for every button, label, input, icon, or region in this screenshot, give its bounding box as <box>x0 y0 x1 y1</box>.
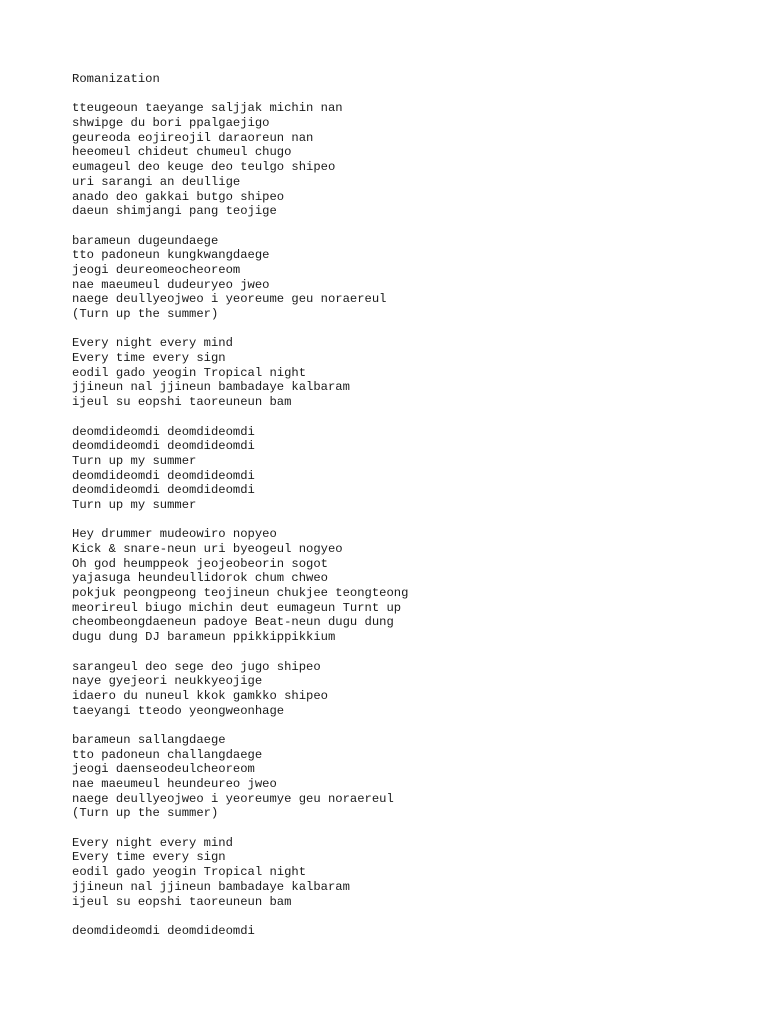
stanza <box>72 733 732 821</box>
lyric-line: idaero du nuneul kkok gamkko shipeo <box>72 688 328 703</box>
stanza <box>72 425 732 513</box>
lyric-line: naye gyejeori neukkyeojige <box>72 674 263 689</box>
lyric-line: Every time every sign <box>72 850 226 865</box>
stanza-gap <box>72 718 732 733</box>
lyric-line: geureoda eojireojil daraoreun nan <box>72 130 314 145</box>
stanza <box>72 836 732 909</box>
lyric-line: naege deullyeojweo i yeoreume geu noraereul <box>72 292 387 307</box>
lyric-line: (Turn up the summer) <box>72 307 219 321</box>
lyric-line: eodil gado yeogin Tropical night <box>72 865 307 880</box>
lyric-line: eumageul deo keuge deo teulgo shipeo <box>72 160 336 175</box>
lyric-line: Oh god heumppeok jeojeobeorin sogot <box>72 556 328 571</box>
lyric-line: Hey drummer mudeowiro nopyeo <box>72 527 277 542</box>
stanza-gap <box>72 645 732 660</box>
stanza <box>72 336 732 409</box>
lyric-line: Kick & snare-neun uri byeogeul nogyeo <box>72 542 343 556</box>
lyric-line: anado deo gakkai butgo shipeo <box>72 189 285 204</box>
stanza-gap <box>72 513 732 528</box>
lyric-line: dugu dung DJ barameun ppikkippikkium <box>72 630 336 645</box>
lyric-line: deomdideomdi deomdideomdi <box>72 468 255 483</box>
lyric-line: tto padoneun kungkwangdaege <box>72 248 270 263</box>
lyric-line: meorireul biugo michin deut eumageun Turnt up <box>72 600 402 615</box>
lyric-line: Every time every sign <box>72 351 226 366</box>
stanza <box>72 234 732 322</box>
stanza-gap <box>72 909 732 924</box>
lyric-line: deomdideomdi deomdideomdi <box>72 483 255 498</box>
lyric-line: jjineun nal jjineun bambadaye kalbaram <box>72 380 350 395</box>
stanza-gap <box>72 219 732 234</box>
lyric-line: cheombeongdaeneun padoye Beat-neun dugu dung <box>72 615 394 630</box>
lyric-line: naege deullyeojweo i yeoreumye geu noraereul <box>72 791 394 806</box>
lyric-line: nae maeumeul dudeuryeo jweo <box>72 277 270 292</box>
lyric-line: Turn up my summer <box>72 453 197 468</box>
lyric-line: jeogi deureomeocheoreom <box>72 262 241 277</box>
stanza-gap <box>72 322 732 337</box>
lyric-line: uri sarangi an deullige <box>72 174 241 189</box>
lyric-line: nae maeumeul heundeureo jweo <box>72 777 277 791</box>
lyric-line: deomdideomdi deomdideomdi <box>72 439 255 454</box>
lyric-line: barameun dugeundaege <box>72 233 219 248</box>
stanza <box>72 660 732 719</box>
lyric-line: (Turn up the summer) <box>72 806 219 821</box>
lyric-line: heeomeul chideut chumeul chugo <box>72 145 292 160</box>
lyric-line: deomdideomdi deomdideomdi <box>72 424 255 439</box>
lyric-line: jjineun nal jjineun bambadaye kalbaram <box>72 879 350 894</box>
lyric-line: sarangeul deo sege deo jugo shipeo <box>72 659 321 674</box>
document-heading: Romanization <box>72 72 160 86</box>
lyric-line: Every night every mind <box>72 835 233 850</box>
stanza-gap <box>72 87 732 102</box>
lyric-line: deomdideomdi deomdideomdi <box>72 923 255 938</box>
stanza-gap <box>72 410 732 425</box>
lyric-line: Every night every mind <box>72 336 233 351</box>
lyric-line: yajasuga heundeullidorok chum chweo <box>72 571 328 586</box>
stanza <box>72 101 732 219</box>
lyric-line: eodil gado yeogin Tropical night <box>72 365 307 380</box>
lyric-line: shwipge du bori ppalgaejigo <box>72 116 270 131</box>
lyric-line: Turn up my summer <box>72 497 197 512</box>
lyric-line: tteugeoun taeyange saljjak michin nan <box>72 101 343 116</box>
stanza <box>72 924 732 939</box>
lyrics-document <box>72 72 732 939</box>
lyric-line: ijeul su eopshi taoreuneun bam <box>72 395 292 410</box>
lyric-line: taeyangi tteodo yeongweonhage <box>72 703 285 718</box>
lyric-line: tto padoneun challangdaege <box>72 747 263 762</box>
lyric-line: daeun shimjangi pang teojige <box>72 204 277 219</box>
stanza <box>72 527 732 645</box>
lyric-line: jeogi daenseodeulcheoreom <box>72 762 255 777</box>
stanza-list <box>72 101 732 938</box>
lyric-line: ijeul su eopshi taoreuneun bam <box>72 894 292 909</box>
stanza-gap <box>72 821 732 836</box>
lyric-line: pokjuk peongpeong teojineun chukjee teongteong <box>72 586 409 601</box>
lyric-line: barameun sallangdaege <box>72 732 226 747</box>
